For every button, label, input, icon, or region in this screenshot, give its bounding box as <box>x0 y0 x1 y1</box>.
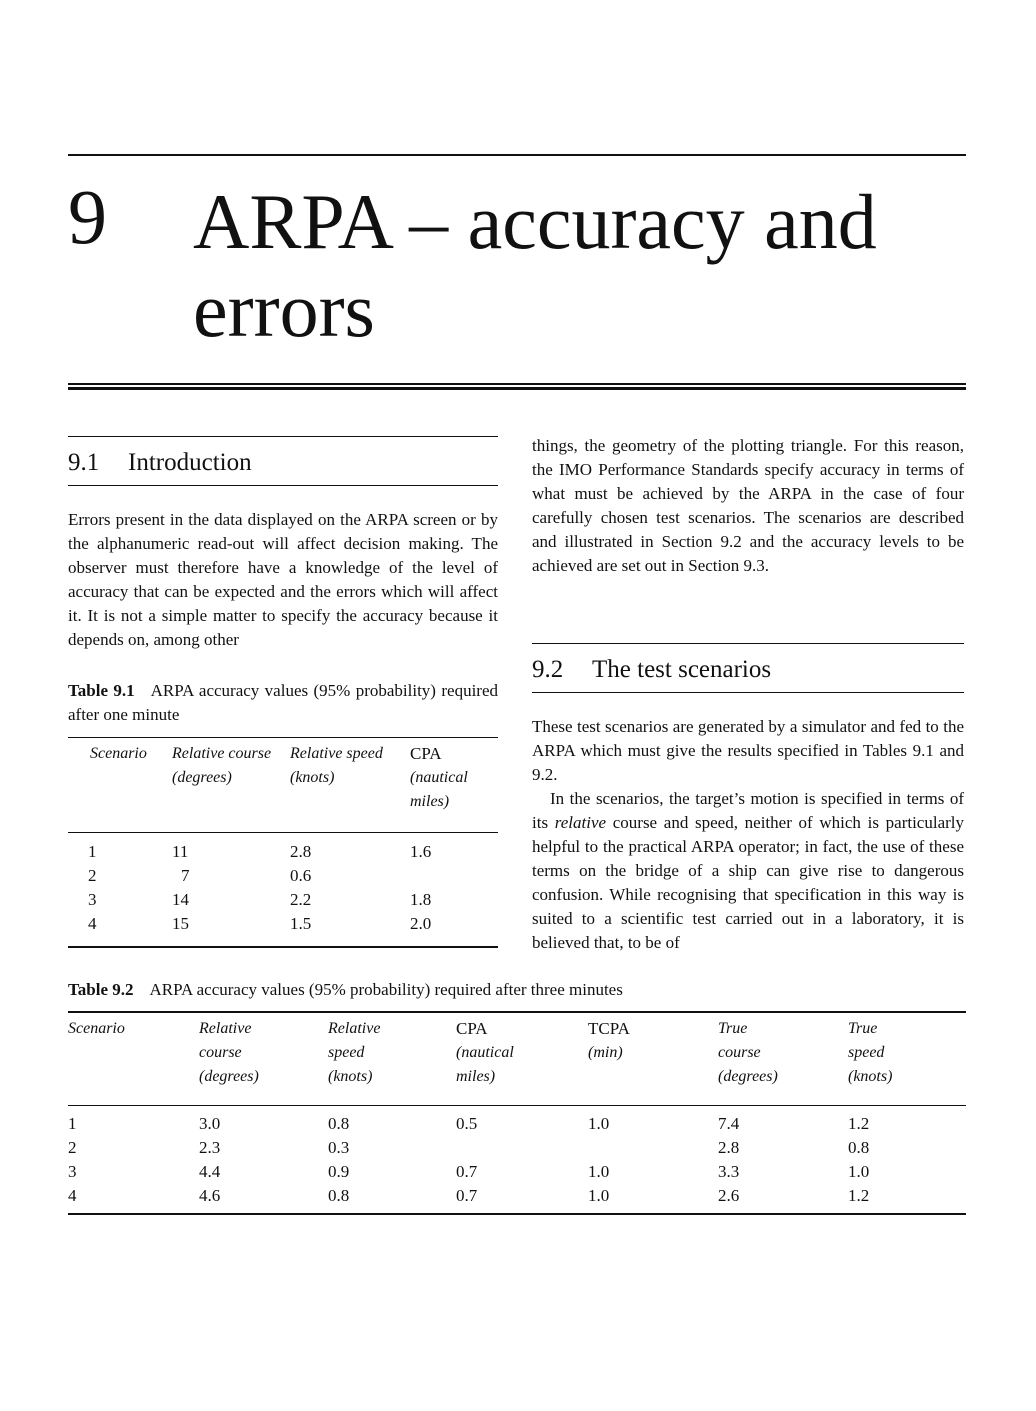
text-run: course and speed, neither of which is particularly helpful to the practical ARPA operator; in fact, the use of these terms on the bridge of a ship can give rise to dangerous confusion. While recognising that specification in this way is suited to a scientific test carried out in a laboratory, it is believed that, to be of <box>532 813 964 952</box>
cell-relative-speed: 0.8 <box>328 1114 350 1133</box>
header-line: True <box>718 1020 748 1037</box>
header-line: (knots) <box>848 1068 893 1085</box>
section-number: 9.1 <box>68 449 100 476</box>
cell-relative-course: 4.6 <box>199 1186 221 1205</box>
cell-true-speed: 1.2 <box>848 1114 870 1133</box>
table-9-2-bottom-rule <box>68 1213 966 1215</box>
header-relative-course <box>172 742 271 790</box>
table-row <box>68 864 498 888</box>
table-9-1-caption <box>68 679 498 727</box>
cell-true-course: 7.4 <box>718 1114 740 1133</box>
header-line: Relative <box>199 1020 252 1037</box>
header-line: (degrees) <box>718 1068 778 1085</box>
cell-tcpa: 1.0 <box>588 1186 610 1205</box>
cell-tcpa: 1.0 <box>588 1114 610 1133</box>
chapter-title-line1: ARPA – accuracy and <box>193 178 877 265</box>
header-cpa <box>410 742 468 814</box>
table-row <box>68 1112 966 1136</box>
section-9-1-paragraph <box>68 508 498 652</box>
header-line: course <box>199 1044 242 1061</box>
header-line: (min) <box>588 1044 623 1061</box>
body-paragraph: things, the geometry of the plotting triangle. For this reason, the IMO Performance Standards specify accuracy in terms of what must be achieved by the ARPA in the case of four carefully chosen test scenarios. The scenarios are described and illustrated in Section 9.2 and the accuracy levels to be achieved are set out in Section 9.3. <box>532 436 964 575</box>
chapter-number: 9 <box>68 173 107 260</box>
cell-scenario: 4 <box>68 1186 77 1205</box>
text-run: In the scenarios, the target’s motion is specified in terms of its <box>532 789 964 832</box>
right-column-continuation <box>532 434 964 578</box>
table-9-1-bottom-rule <box>68 946 498 948</box>
table-9-2-caption <box>68 978 968 1002</box>
emphasis-text: relative <box>554 813 607 832</box>
table-row <box>68 1184 966 1208</box>
header-line: speed <box>848 1044 885 1061</box>
cell-relative-speed: 0.6 <box>290 866 312 885</box>
header-line: TCPA <box>588 1019 630 1038</box>
table-9-2-header <box>68 1017 966 1097</box>
cell-tcpa: 1.0 <box>588 1162 610 1181</box>
header-line: (degrees) <box>199 1068 259 1085</box>
body-paragraph: Errors present in the data displayed on the ARPA screen or by the alphanumeric read-out will affect decision making. The observer must therefore have a knowledge of the level of accuracy that can be expected and the errors which will affect it. It is not a simple matter to specify the accuracy because it depends on, among other <box>68 510 498 649</box>
cell-scenario: 4 <box>88 914 97 933</box>
header-relative-speed <box>328 1017 380 1089</box>
chapter-title <box>193 178 953 354</box>
section-title: Introduction <box>128 449 252 476</box>
header-line: (nautical <box>456 1044 514 1061</box>
cell-relative-speed: 0.8 <box>328 1186 350 1205</box>
section-9-2-bottom-rule <box>532 692 964 693</box>
table-row <box>68 912 498 936</box>
header-line: (knots) <box>328 1068 373 1085</box>
cell-cpa: 0.7 <box>456 1186 478 1205</box>
cell-cpa: 1.6 <box>410 842 432 861</box>
header-true-course <box>718 1017 778 1089</box>
table-9-2-header-rule <box>68 1105 966 1106</box>
cell-scenario: 2 <box>68 1138 77 1157</box>
cell-cpa: 0.5 <box>456 1114 478 1133</box>
table-9-1-body <box>68 840 498 940</box>
cell-relative-course: 2.3 <box>199 1138 221 1157</box>
section-title: The test scenarios <box>592 656 772 683</box>
cell-scenario: 1 <box>88 842 97 861</box>
table-row <box>68 1136 966 1160</box>
section-9-2-body <box>532 715 964 955</box>
header-true-speed <box>848 1017 892 1089</box>
header-line: Scenario <box>68 1020 125 1037</box>
header-line: speed <box>328 1044 365 1061</box>
section-number: 9.2 <box>532 656 564 683</box>
header-line: True <box>848 1020 878 1037</box>
table-caption-text: ARPA accuracy values (95% probability) required after three minutes <box>149 980 623 999</box>
table-row <box>68 840 498 864</box>
header-scenario <box>68 1017 125 1041</box>
header-scenario <box>90 742 147 766</box>
cell-scenario: 1 <box>68 1114 77 1133</box>
cell-scenario: 2 <box>88 866 97 885</box>
cell-cpa: 1.8 <box>410 890 432 909</box>
body-paragraph <box>532 787 964 955</box>
cell-scenario: 3 <box>88 890 97 909</box>
cell-relative-speed: 2.8 <box>290 842 312 861</box>
chapter-double-rule-top <box>68 383 966 385</box>
header-line: Scenario <box>90 745 147 762</box>
cell-true-course: 2.6 <box>718 1186 740 1205</box>
header-line: course <box>718 1044 761 1061</box>
table-label: Table 9.2 <box>68 980 134 999</box>
header-line: miles) <box>410 793 450 810</box>
section-9-2-top-rule <box>532 643 964 644</box>
header-cpa <box>456 1017 514 1089</box>
table-caption-text: ARPA accuracy values (95% probability) required after one minute <box>68 681 498 724</box>
section-9-2-heading <box>532 657 771 682</box>
header-line: Relative speed <box>290 745 383 762</box>
header-relative-course <box>199 1017 259 1089</box>
table-row <box>68 1160 966 1184</box>
section-9-1-bottom-rule <box>68 485 498 486</box>
chapter-title-line2: errors <box>193 266 375 353</box>
header-line: (knots) <box>290 769 335 786</box>
cell-true-course: 2.8 <box>718 1138 740 1157</box>
header-relative-speed <box>290 742 383 790</box>
cell-true-speed: 1.0 <box>848 1162 870 1181</box>
cell-true-speed: 1.2 <box>848 1186 870 1205</box>
cell-relative-course: 14 <box>172 890 189 909</box>
cell-relative-course: 15 <box>172 914 189 933</box>
chapter-double-rule-bottom <box>68 387 966 390</box>
header-line: CPA <box>456 1019 488 1038</box>
section-9-1-top-rule <box>68 436 498 437</box>
cell-relative-course: 4.4 <box>199 1162 221 1181</box>
chapter-top-rule <box>68 154 966 156</box>
cell-true-course: 3.3 <box>718 1162 740 1181</box>
body-paragraph: These test scenarios are generated by a simulator and fed to the ARPA which must give the results specified in Tables 9.1 and 9.2. <box>532 717 964 784</box>
table-label: Table 9.1 <box>68 681 135 700</box>
cell-relative-speed: 2.2 <box>290 890 312 909</box>
cell-relative-speed: 0.3 <box>328 1138 350 1157</box>
cell-cpa: 0.7 <box>456 1162 478 1181</box>
header-line: (nautical <box>410 769 468 786</box>
header-line: CPA <box>410 744 442 763</box>
header-line: Relative course <box>172 745 272 762</box>
header-tcpa <box>588 1017 630 1065</box>
table-9-2-top-rule <box>68 1011 966 1013</box>
table-9-1-header-rule <box>68 832 498 833</box>
header-line: miles) <box>456 1068 496 1085</box>
section-9-1-heading <box>68 450 252 475</box>
cell-relative-course: 3.0 <box>199 1114 221 1133</box>
cell-cpa: 2.0 <box>410 914 432 933</box>
cell-scenario: 3 <box>68 1162 77 1181</box>
table-row <box>68 888 498 912</box>
table-9-2-body <box>68 1112 966 1212</box>
cell-relative-course: 7 <box>181 866 190 885</box>
header-line: Relative <box>328 1020 381 1037</box>
header-line: (degrees) <box>172 769 232 786</box>
cell-relative-course: 11 <box>172 842 189 861</box>
cell-relative-speed: 0.9 <box>328 1162 350 1181</box>
cell-relative-speed: 1.5 <box>290 914 312 933</box>
cell-true-speed: 0.8 <box>848 1138 870 1157</box>
table-9-1-top-rule <box>68 737 498 738</box>
